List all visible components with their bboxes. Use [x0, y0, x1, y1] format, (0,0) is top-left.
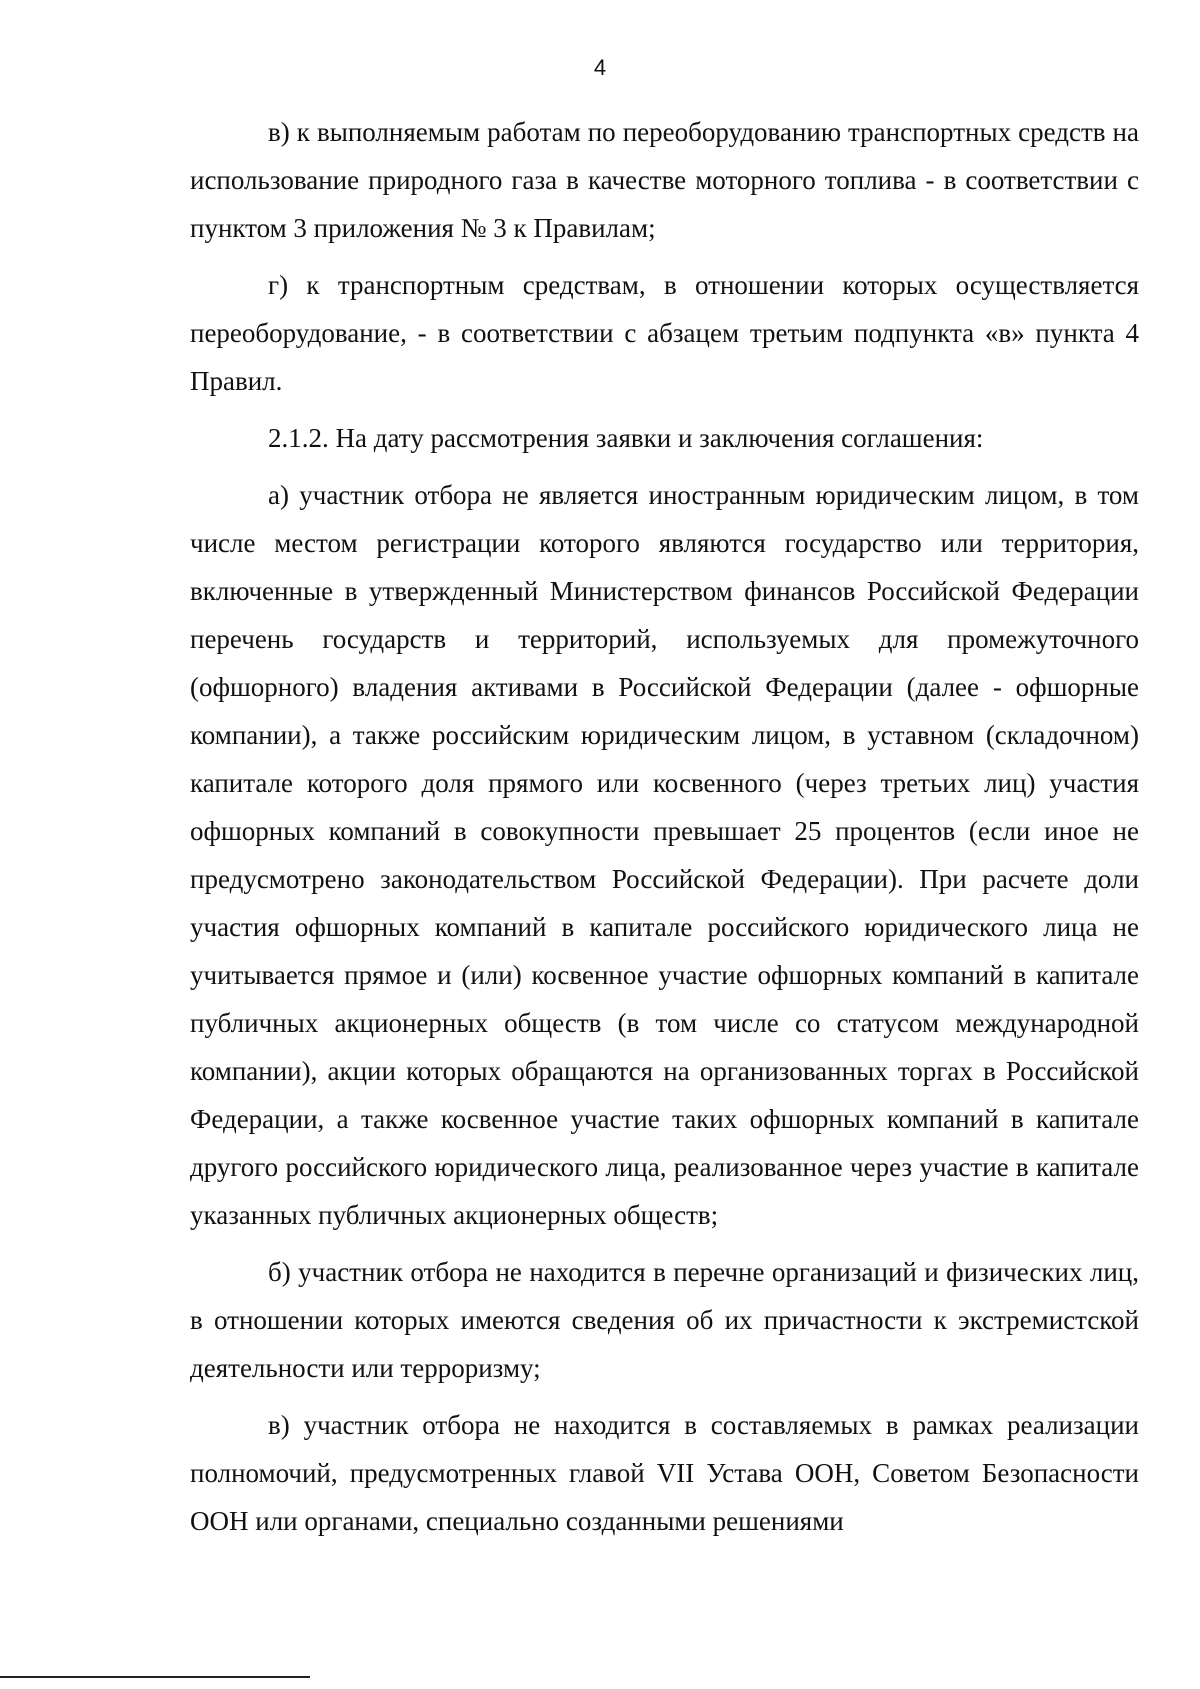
paragraph-item-g-vehicles: г) к транспортным средствам, в отношении которых осуществляется переоборудование, - в соответствии с абзацем третьим подпункта «в» пункта 4 Правил. — [190, 270, 1139, 396]
footnote-divider — [0, 1676, 310, 1678]
paragraph-clause-2-1-2: 2.1.2. На дату рассмотрения заявки и заключения соглашения: — [268, 423, 984, 453]
paragraph-item-v-equipment: в) к выполняемым работам по переоборудованию транспортных средств на использование природного газа в качестве моторного топлива - в соответствии с пунктом 3 приложения № 3 к Правилам; — [190, 117, 1139, 243]
paragraph-item-b-extremism: б) участник отбора не находится в перечне организаций и физических лиц, в отношении которых имеются сведения об их причастности к экстремистской деятельности или терроризму; — [190, 1257, 1139, 1383]
document-body — [190, 108, 1139, 1554]
paragraph-item-v-un-lists: в) участник отбора не находится в составляемых в рамках реализации полномочий, предусмотренных главой VII Устава ООН, Советом Безопасности ООН или органами, специально созданными решениями — [190, 1410, 1139, 1536]
page-number: 4 — [593, 55, 607, 80]
paragraph-item-a-offshore: а) участник отбора не является иностранным юридическим лицом, в том числе местом регистрации которого являются государство или территория, включенные в утвержденный Министерством финансов Российской Федерации перечень государств и территорий, используемых для промежуточного (офшорного) владения активами в Российской Федерации (далее - офшорные компании), а также российским юридическим лицом, в уставном (складочном) капитале которого доля прямого или косвенного (через третьих лиц) участия офшорных компаний в совокупности превышает 25 процентов (если иное не предусмотрено законодательством Российской Федерации). При расчете доли участия офшорных компаний в капитале российского юридического лица не учитывается прямое и (или) косвенное участие офшорных компаний в капитале публичных акционерных обществ (в том числе со статусом международной компании), акции которых обращаются на организованных торгах в Российской Федерации, а также косвенное участие таких офшорных компаний в капитале другого российского юридического лица, реализованное через участие в капитале указанных публичных акционерных обществ; — [190, 480, 1139, 1230]
